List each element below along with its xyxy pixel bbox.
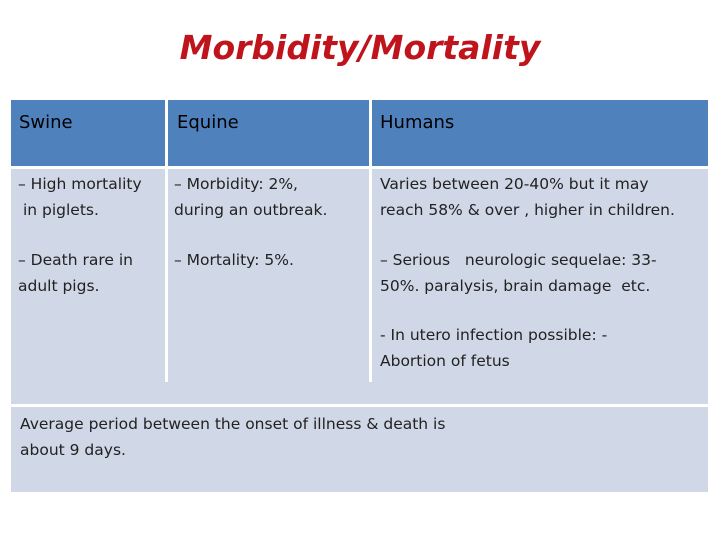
column-divider	[369, 100, 372, 382]
humans-cell-3: - In utero infection possible: - Abortion of fetus	[380, 326, 608, 370]
equine-cell-1: – Morbidity: 2%, during an outbreak.	[174, 175, 328, 219]
header-swine: Swine	[19, 112, 73, 133]
header-equine: Equine	[177, 112, 239, 133]
column-divider	[165, 100, 168, 382]
equine-cell-2: – Mortality: 5%.	[174, 251, 294, 269]
comparison-table	[11, 100, 708, 492]
row-divider	[11, 166, 708, 169]
row-divider	[11, 404, 708, 407]
slide-title: Morbidity/Mortality	[179, 28, 541, 67]
header-humans: Humans	[380, 112, 455, 133]
table-header-row	[11, 100, 708, 166]
footer-text: Average period between the onset of illness & death is about 9 days.	[20, 415, 446, 459]
swine-cell-2: – Death rare in adult pigs.	[18, 251, 133, 295]
humans-cell-2: – Serious neurologic sequelae: 33- 50%. paralysis, brain damage etc.	[380, 251, 657, 295]
swine-cell-1: – High mortality in piglets.	[18, 175, 142, 219]
humans-cell-1: Varies between 20-40% but it may reach 58% & over , higher in children.	[380, 175, 675, 219]
